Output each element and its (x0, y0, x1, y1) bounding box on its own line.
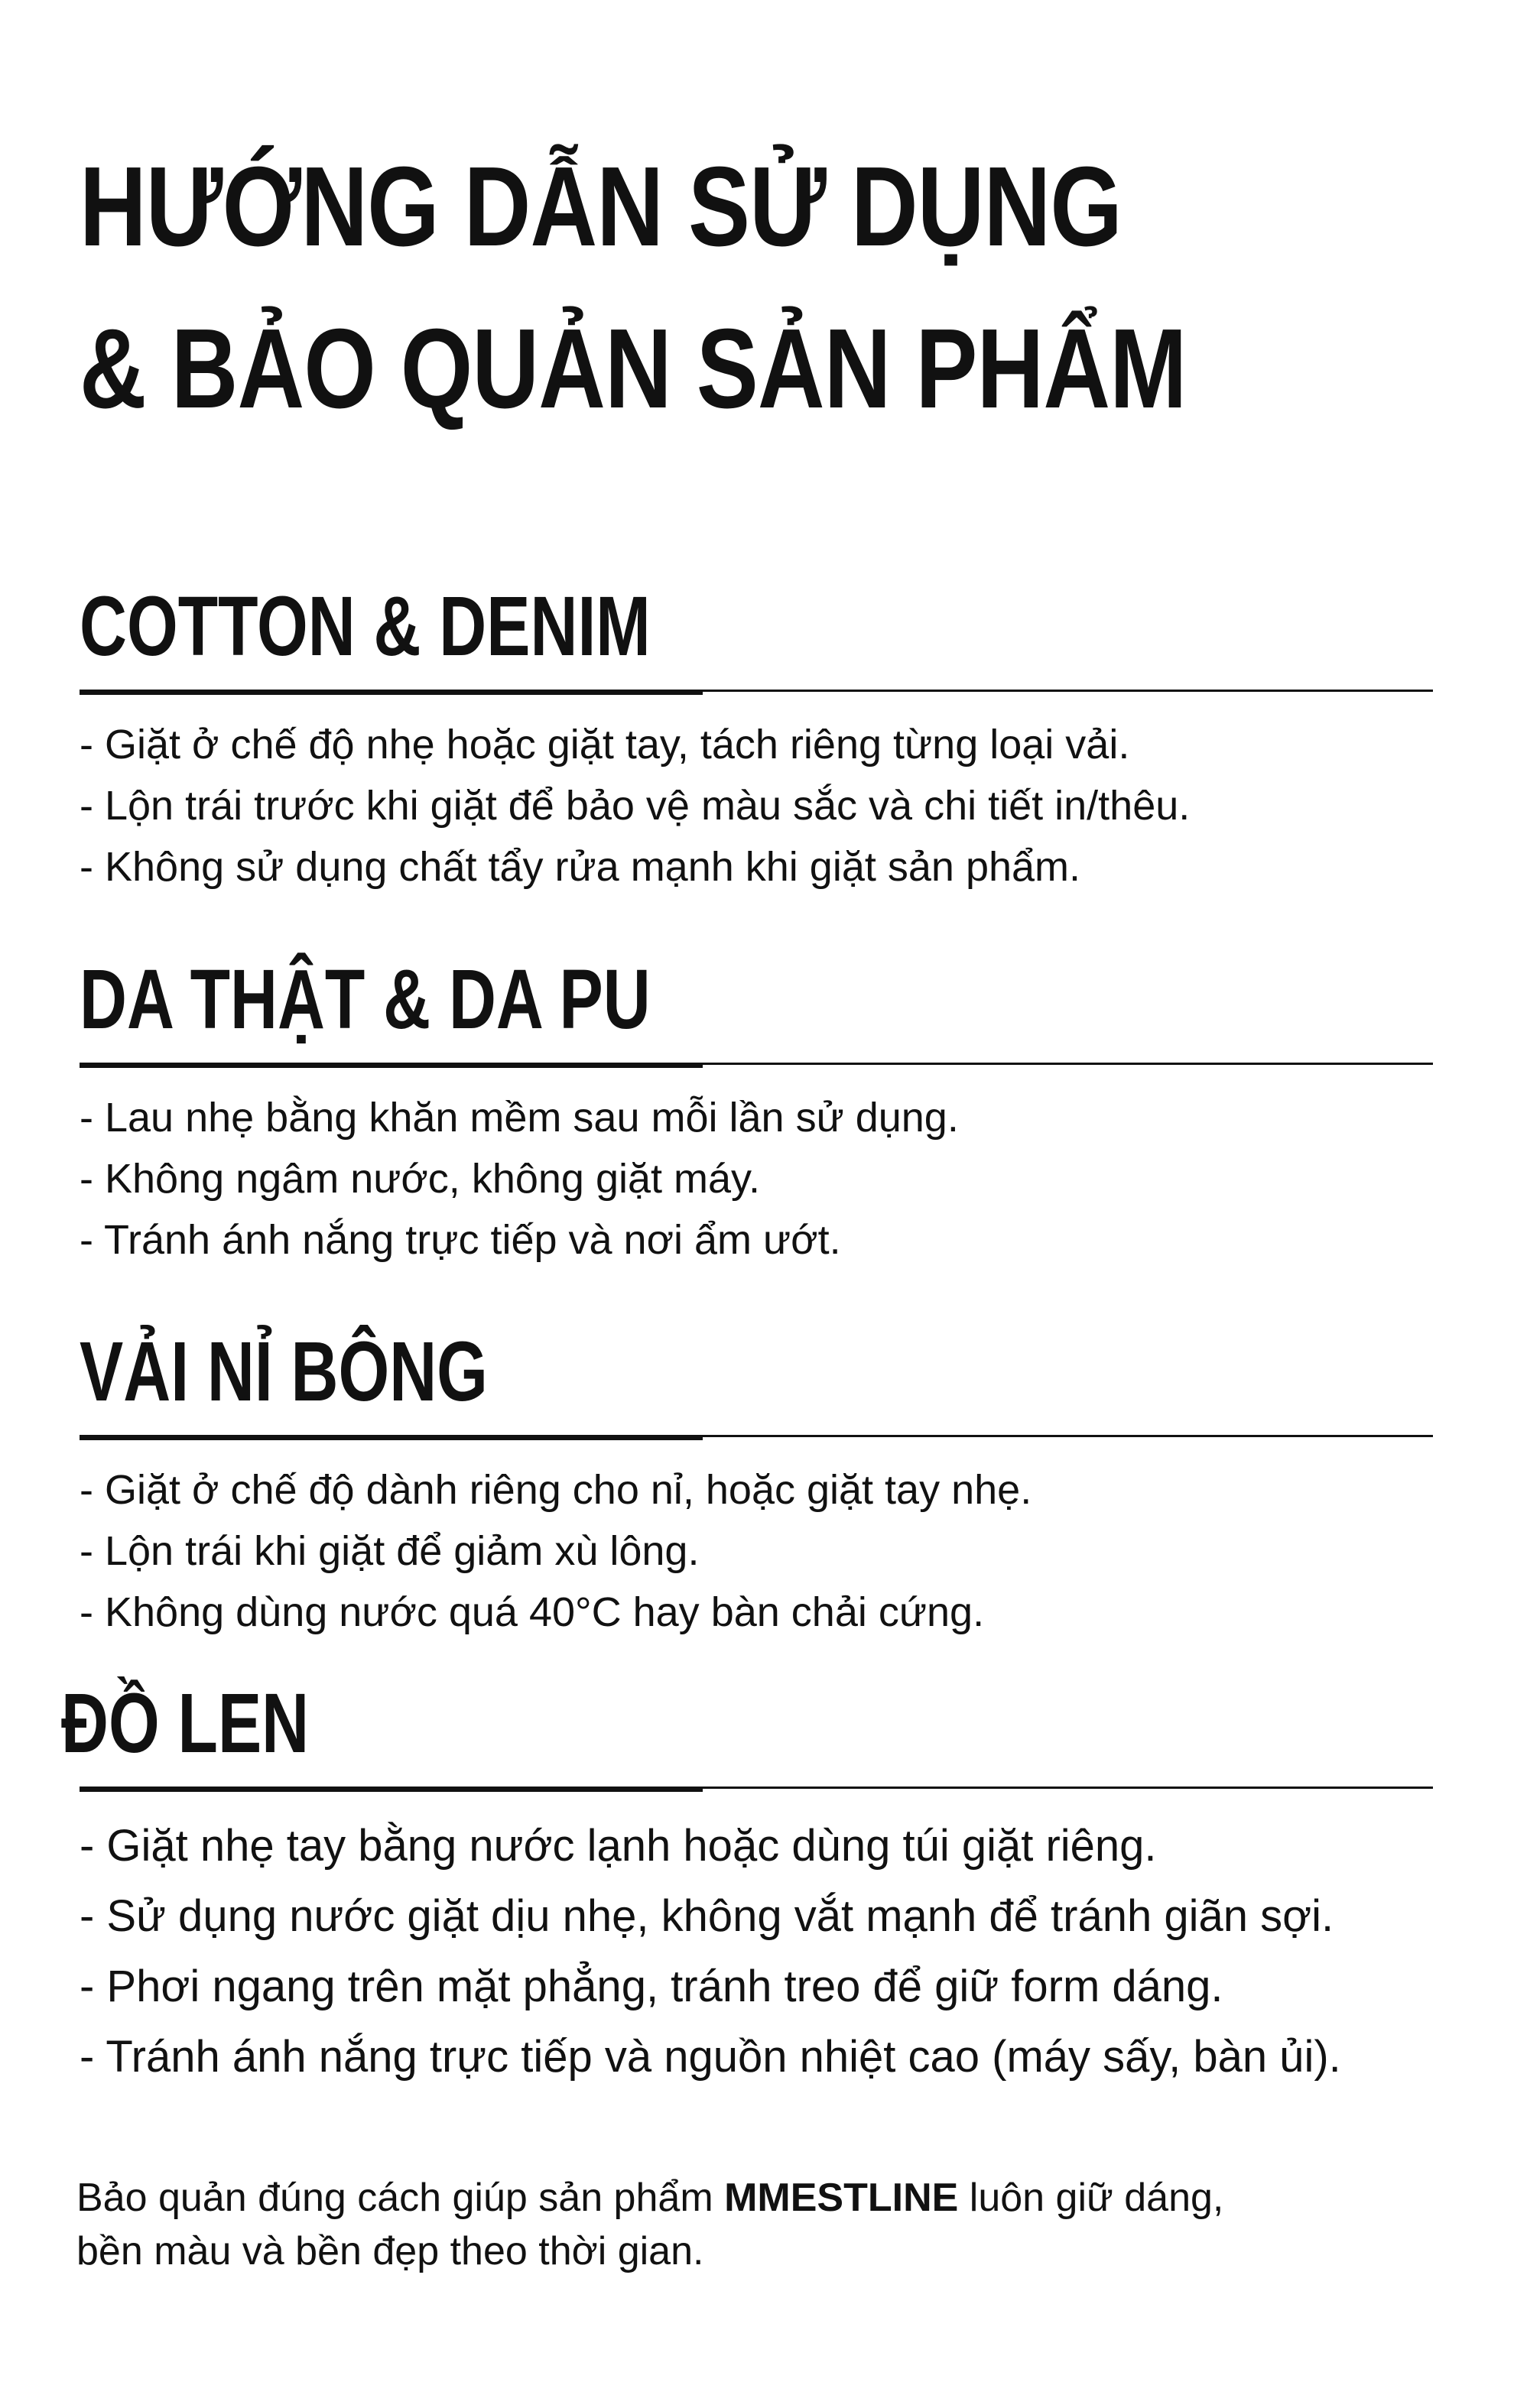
care-item: - Giặt ở chế độ nhẹ hoặc giặt tay, tách riêng từng loại vải. (80, 722, 1130, 768)
divider-thick-line (80, 1063, 703, 1068)
section-leather (80, 954, 1433, 1271)
section-divider (80, 1787, 1433, 1794)
brand-name: MMESTLINE (724, 2176, 959, 2220)
closing-note (76, 2171, 1438, 2278)
care-list (80, 1459, 1433, 1643)
care-item: - Lộn trái trước khi giặt để bảo vệ màu sắc và chi tiết in/thêu. (80, 783, 1191, 829)
care-item: - Tránh ánh nắng trực tiếp và nguồn nhiệt cao (máy sấy, bàn ủi). (80, 2032, 1341, 2082)
section-cotton-denim (80, 581, 1433, 897)
care-item: - Không dùng nước quá 40°C hay bàn chải cứng. (80, 1589, 985, 1635)
care-list (80, 714, 1433, 897)
title-line-1: HƯỚNG DẪN SỬ DỤNG (80, 144, 1122, 270)
closing-text-before: Bảo quản đúng cách giúp sản phẩm (76, 2176, 725, 2220)
care-item: - Lau nhẹ bằng khăn mềm sau mỗi lần sử dụng. (80, 1095, 959, 1141)
care-item: - Giặt nhẹ tay bằng nước lạnh hoặc dùng túi giặt riêng. (80, 1821, 1157, 1871)
care-item: - Lộn trái khi giặt để giảm xù lông. (80, 1528, 700, 1574)
care-list (80, 1087, 1433, 1271)
section-fleece (80, 1326, 1433, 1643)
closing-line-2: bền màu và bền đẹp theo thời gian. (76, 2229, 704, 2273)
closing-text-after: luôn giữ dáng, (958, 2176, 1224, 2220)
care-item: - Không ngâm nước, không giặt máy. (80, 1156, 761, 1202)
section-divider (80, 690, 1433, 697)
section-heading: ĐỒ LEN (61, 1676, 310, 1770)
divider-thick-line (80, 1435, 703, 1440)
care-item: - Phơi ngang trên mặt phẳng, tránh treo để giữ form dáng. (80, 1962, 1223, 2011)
care-item: - Tránh ánh nắng trực tiếp và nơi ẩm ướt. (80, 1217, 841, 1263)
section-heading: COTTON & DENIM (80, 579, 651, 673)
section-divider (80, 1063, 1433, 1070)
section-wool (61, 1678, 1433, 2092)
divider-thick-line (80, 690, 703, 695)
section-heading: VẢI NỈ BÔNG (80, 1325, 488, 1419)
divider-thick-line (80, 1787, 703, 1792)
section-divider (80, 1435, 1433, 1443)
care-list (80, 1811, 1433, 2092)
care-item: - Sử dụng nước giặt dịu nhẹ, không vắt mạnh để tránh giãn sợi. (80, 1891, 1334, 1941)
section-heading: DA THẬT & DA PU (80, 952, 651, 1047)
title-line-2: & BẢO QUẢN SẢN PHẨM (80, 306, 1187, 432)
care-item: - Giặt ở chế độ dành riêng cho nỉ, hoặc giặt tay nhẹ. (80, 1467, 1032, 1513)
care-item: - Không sử dụng chất tẩy rửa mạnh khi giặt sản phẩm. (80, 844, 1081, 890)
page-title (80, 126, 1187, 450)
